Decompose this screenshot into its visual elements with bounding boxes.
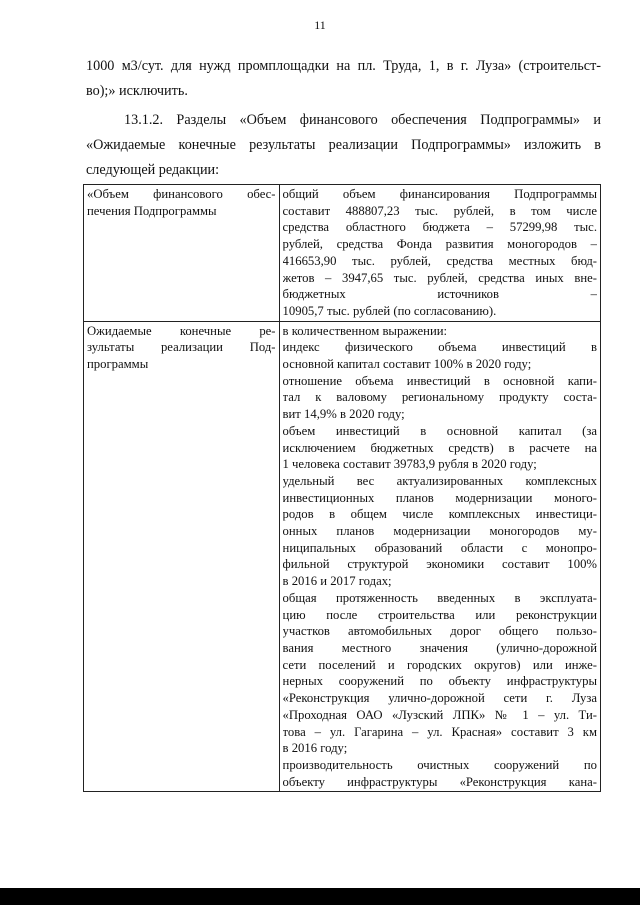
financing-content-cell — [279, 185, 600, 322]
results-content-line: производительность очистных сооружений по — [282, 757, 597, 772]
results-content-line: участков автомобильных дорог общего пользо- — [282, 624, 597, 639]
results-label-line: Ожидаемые конечные ре- — [87, 323, 276, 338]
results-content-line: вит 14,9% в 2020 году; — [282, 407, 405, 422]
financing-content-line: средства областного бюджета – 57299,98 тыс. — [282, 220, 597, 235]
results-content-line: инвестиционных планов модернизации моного- — [282, 490, 597, 505]
section-line-3: следующей редакции: — [86, 162, 220, 178]
table-row-results — [84, 321, 601, 792]
financing-content-line: 416653,90 тыс. рублей, средства местных бюд- — [282, 253, 597, 268]
section-paragraph — [86, 108, 601, 183]
financing-content-line: рублей, средства Фонда развития моногородов – — [282, 237, 597, 252]
results-content-line: объем инвестиций в основной капитал (за — [282, 423, 597, 438]
results-label-line: программы — [87, 357, 149, 372]
results-content-line: удельный вес актуализированных комплексных — [282, 473, 597, 488]
results-content-line: родов в общем числе комплексных инвестици- — [282, 507, 597, 522]
financing-content-line: общий объем финансирования Подпрограммы — [282, 187, 597, 201]
scan-bottom-border — [0, 888, 640, 905]
results-content-line: нерных сооружений по объекту инфраструктуры — [282, 674, 597, 689]
results-content-line: фильной структурой экономики составит 100% — [282, 557, 597, 572]
results-content-line: 1 человека составит 39783,9 рубля в 2020 году; — [282, 457, 537, 472]
financing-label-cell — [84, 185, 280, 322]
results-content-line: в 2016 и 2017 годах; — [282, 574, 392, 589]
financing-content-line: 10905,7 тыс. рублей (по согласованию). — [282, 303, 497, 318]
table-row-financing — [84, 185, 601, 322]
intro-paragraph — [86, 54, 601, 104]
results-content-line: онных планов модернизации моногородов му- — [282, 524, 597, 539]
results-content-line: ниципальных образований области с монопро- — [282, 540, 597, 555]
results-label-cell — [84, 321, 280, 792]
results-content-line: «Реконструкция улично-дорожной сети г. Луза — [282, 691, 597, 706]
results-content-line: индекс физического объема инвестиций в — [282, 340, 597, 355]
results-content-line: общая протяженность введенных в эксплуата- — [282, 590, 597, 605]
financing-label-line: «Объем финансового обес- — [87, 187, 276, 201]
financing-content-line: составит 488807,23 тыс. рублей, в том числе — [282, 203, 597, 218]
results-content-cell — [279, 321, 600, 792]
results-content-line: цию после строительства или реконструкции — [282, 607, 597, 622]
intro-line-1: 1000 м3/сут. для нужд промплощадки на пл. Труда, 1, в г. Луза» (строительст- — [86, 58, 601, 74]
results-content-line: сети поселений и городских округов) или инже- — [282, 657, 597, 672]
results-content-line: «Проходная ОАО «Лузский ЛПК» № 1 – ул. Ти- — [282, 707, 597, 722]
financing-label-line: печения Подпрограммы — [87, 203, 217, 218]
results-content-line: отношение объема инвестиций в основной капи- — [282, 373, 597, 388]
results-label-line: зультаты реализации Под- — [87, 340, 276, 355]
results-content-line: вания местного значения (улично-дорожной — [282, 640, 597, 655]
results-content-line: това – ул. Гагарина – ул. Красная» составит 3 км — [282, 724, 597, 739]
section-line-2: «Ожидаемые конечные результаты реализации Подпрограммы» изложить в — [86, 137, 601, 153]
page-number: 11 — [314, 18, 326, 32]
intro-line-2: во);» исключить. — [86, 83, 188, 99]
financing-content-line: жетов – 3947,65 тыс. рублей, средства иных вне- — [282, 270, 597, 285]
results-content-line: объекту инфраструктуры «Реконструкция кана- — [282, 774, 597, 789]
passport-table — [83, 184, 601, 792]
results-content-line: в количественном выражении: — [282, 323, 448, 338]
financing-content-line: бюджетных источников – — [282, 287, 597, 302]
results-content-line: исключением бюджетных средств) в расчете на — [282, 440, 597, 455]
results-content-line: основной капитал составит 100% в 2020 году; — [282, 357, 532, 372]
section-line-1: 13.1.2. Разделы «Объем финансового обеспечения Подпрограммы» и — [124, 112, 601, 128]
results-content-line: в 2016 году; — [282, 741, 348, 756]
results-content-line: тал к валовому региональному продукту соста- — [282, 390, 597, 405]
